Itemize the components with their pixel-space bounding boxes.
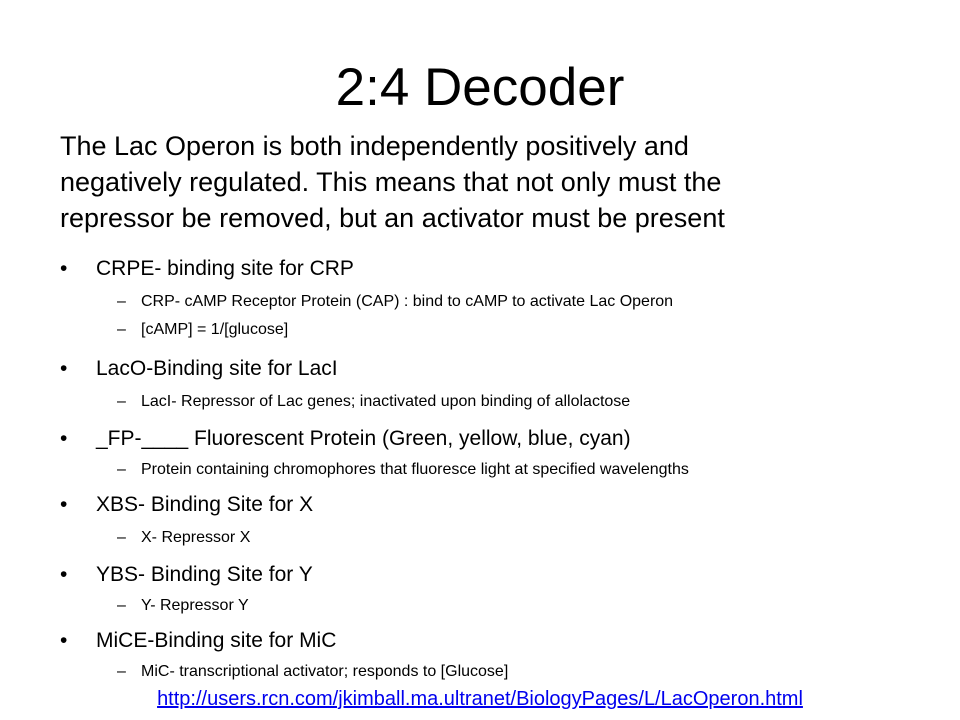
sub-bullet-text: Protein containing chromophores that fluoresce light at specified wavelengths <box>141 461 689 478</box>
bullet-item <box>60 562 313 588</box>
bullet-glyph: • <box>60 427 68 450</box>
sub-bullet-item <box>117 528 250 548</box>
bullet-glyph: • <box>60 629 68 652</box>
bullet-item <box>60 256 354 282</box>
bullet-text: _FP-____ Fluorescent Protein (Green, yellow, blue, cyan) <box>96 427 631 450</box>
sub-bullet-text: X- Repressor X <box>141 529 251 546</box>
dash-glyph: – <box>117 293 126 310</box>
slide-title: 2:4 Decoder <box>335 58 625 117</box>
bullet-item <box>60 356 338 382</box>
sub-bullet-item <box>117 596 249 616</box>
sub-bullet-text: Y- Repressor Y <box>141 597 249 614</box>
sub-bullet-text: LacI- Repressor of Lac genes; inactivated upon binding of allolactose <box>141 393 631 410</box>
sub-bullet-item <box>117 392 630 412</box>
sub-bullet-item <box>117 320 288 340</box>
bullet-item <box>60 628 336 654</box>
sub-bullet-item <box>117 460 689 480</box>
intro-line: negatively regulated. This means that not only must the <box>60 167 722 197</box>
bullet-text: CRPE- binding site for CRP <box>96 257 354 280</box>
sub-bullet-item <box>117 292 673 312</box>
reference-link[interactable]: http://users.rcn.com/jkimball.ma.ultranet/BiologyPages/L/LacOperon.html <box>157 688 803 710</box>
bullet-glyph: • <box>60 257 68 280</box>
intro-line: The Lac Operon is both independently positively and <box>60 131 689 161</box>
sub-bullet-text: CRP- cAMP Receptor Protein (CAP) : bind to cAMP to activate Lac Operon <box>141 293 674 310</box>
sub-bullet-text: [cAMP] = 1/[glucose] <box>141 321 289 338</box>
dash-glyph: – <box>117 321 126 338</box>
bullet-text: MiCE-Binding site for MiC <box>96 629 337 652</box>
bullet-glyph: • <box>60 357 68 380</box>
intro-paragraph <box>60 128 940 236</box>
intro-line: repressor be removed, but an activator must be present <box>60 203 725 233</box>
bullet-glyph: • <box>60 563 68 586</box>
dash-glyph: – <box>117 461 126 478</box>
bullet-item <box>60 492 313 518</box>
sub-bullet-item <box>117 662 508 682</box>
bullet-text: LacO-Binding site for LacI <box>96 357 338 380</box>
dash-glyph: – <box>117 597 126 614</box>
dash-glyph: – <box>117 393 126 410</box>
dash-glyph: – <box>117 529 126 546</box>
bullet-glyph: • <box>60 493 68 516</box>
bullet-text: XBS- Binding Site for X <box>96 493 314 516</box>
dash-glyph: – <box>117 663 126 680</box>
bullet-item <box>60 426 631 452</box>
sub-bullet-text: MiC- transcriptional activator; responds to [Glucose] <box>141 663 509 680</box>
bullet-text: YBS- Binding Site for Y <box>96 563 313 586</box>
